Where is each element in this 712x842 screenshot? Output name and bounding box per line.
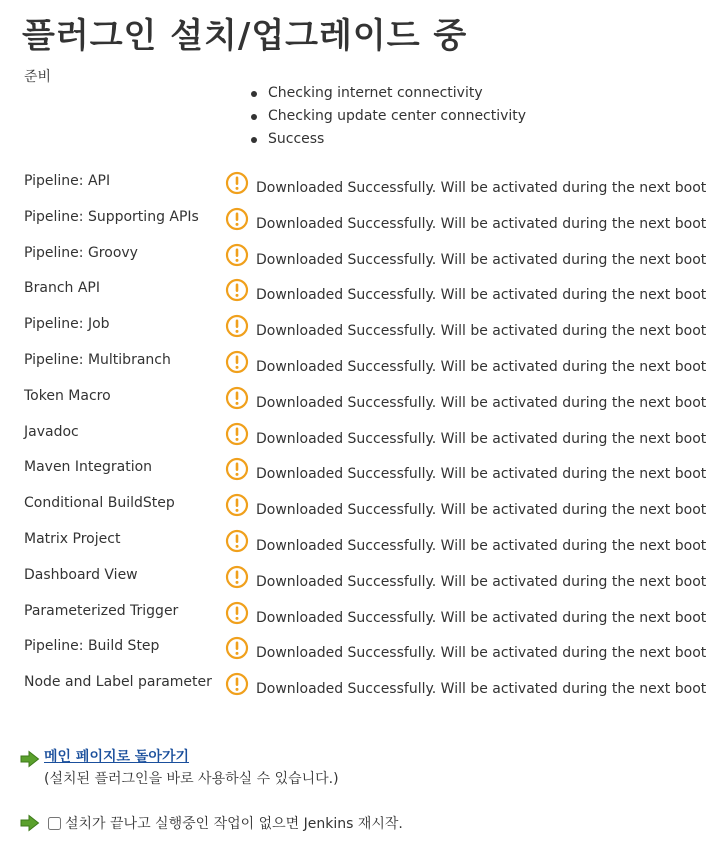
connectivity-check-list [249, 82, 526, 151]
plugin-name: Node and Label parameter [24, 674, 212, 691]
warning-circle-icon [225, 314, 249, 338]
plugin-row [0, 207, 712, 243]
plugin-row [0, 350, 712, 386]
back-note: (설치된 플러그인을 바로 사용하실 수 있습니다.) [44, 771, 339, 787]
plugin-status-list [0, 171, 712, 708]
warning-circle-icon [225, 493, 249, 517]
plugin-name: Pipeline: Groovy [24, 244, 138, 261]
check-item: Success [249, 128, 526, 151]
plugin-row [0, 278, 712, 314]
warning-circle-icon [225, 601, 249, 625]
plugin-status-text: Downloaded Successfully. Will be activated during the next boot [256, 681, 707, 698]
plugin-name: Pipeline: API [24, 173, 111, 189]
plugin-status-text: Downloaded Successfully. Will be activated during the next boot [256, 537, 707, 554]
restart-checkbox[interactable] [48, 817, 61, 830]
restart-label[interactable]: 설치가 끝나고 실행중인 작업이 없으면 Jenkins 재시작. [65, 816, 403, 832]
plugin-row [0, 314, 712, 350]
warning-circle-icon [225, 636, 249, 660]
plugin-status-text: Downloaded Successfully. Will be activated during the next boot [256, 323, 707, 340]
warning-circle-icon [225, 672, 249, 696]
plugin-status-text: Downloaded Successfully. Will be activated during the next boot [256, 394, 707, 411]
warning-circle-icon [225, 457, 249, 481]
plugin-name: Branch API [24, 280, 100, 297]
warning-circle-icon [225, 350, 249, 374]
warning-circle-icon [225, 171, 249, 195]
green-arrow-right-icon [20, 750, 40, 768]
restart-option-block [20, 813, 403, 833]
plugin-status-text: Downloaded Successfully. Will be activated during the next boot [256, 502, 707, 519]
check-item: Checking update center connectivity [249, 105, 526, 128]
plugin-status-text: Downloaded Successfully. Will be activated during the next boot [256, 251, 707, 268]
plugin-name: Matrix Project [24, 530, 121, 547]
plugin-status-text: Downloaded Successfully. Will be activated during the next boot [256, 466, 707, 483]
back-to-main-block [20, 750, 339, 790]
plugin-status-text: Downloaded Successfully. Will be activated during the next boot [256, 573, 707, 590]
plugin-name: Pipeline: Job [24, 316, 110, 333]
warning-circle-icon [225, 565, 249, 589]
plugin-row [0, 243, 712, 279]
plugin-row [0, 422, 712, 458]
plugin-name: Dashboard View [24, 566, 138, 583]
plugin-name: Javadoc [24, 423, 79, 440]
plugin-row [0, 565, 712, 601]
plugin-status-text: Downloaded Successfully. Will be activated during the next boot [256, 287, 707, 304]
plugin-row [0, 457, 712, 493]
plugin-name: Maven Integration [24, 459, 153, 476]
plugin-status-text: Downloaded Successfully. Will be activated during the next boot [256, 215, 707, 232]
plugin-status-text: Downloaded Successfully. Will be activated during the next boot [256, 645, 707, 662]
plugin-status-text: Downloaded Successfully. Will be activated during the next boot [256, 358, 707, 375]
plugin-status-text: Downloaded Successfully. Will be activated during the next boot [256, 430, 707, 447]
warning-circle-icon [225, 278, 249, 302]
plugin-row [0, 171, 712, 207]
back-to-main-link[interactable]: 메인 페이지로 돌아가기 [44, 749, 189, 765]
warning-circle-icon [225, 243, 249, 267]
check-item: Checking internet connectivity [249, 82, 526, 105]
plugin-name: Pipeline: Multibranch [24, 351, 171, 368]
green-arrow-right-icon [20, 814, 40, 832]
warning-circle-icon [225, 529, 249, 553]
plugin-status-text: Downloaded Successfully. Will be activated during the next boot [256, 180, 707, 196]
page-title: 플러그인 설치/업그레이드 중 [22, 16, 468, 56]
plugin-name: Parameterized Trigger [24, 602, 179, 619]
plugin-row [0, 529, 712, 565]
plugin-row [0, 601, 712, 637]
preparation-label: 준비 [24, 69, 52, 85]
warning-circle-icon [225, 386, 249, 410]
plugin-status-text: Downloaded Successfully. Will be activated during the next boot [256, 609, 707, 626]
plugin-name: Pipeline: Supporting APIs [24, 208, 199, 225]
warning-circle-icon [225, 422, 249, 446]
plugin-name: Conditional BuildStep [24, 495, 175, 512]
plugin-row [0, 636, 712, 672]
plugin-row [0, 493, 712, 529]
plugin-name: Pipeline: Build Step [24, 638, 160, 655]
plugin-row [0, 672, 712, 708]
plugin-row [0, 386, 712, 422]
plugin-name: Token Macro [24, 387, 111, 404]
warning-circle-icon [225, 207, 249, 231]
